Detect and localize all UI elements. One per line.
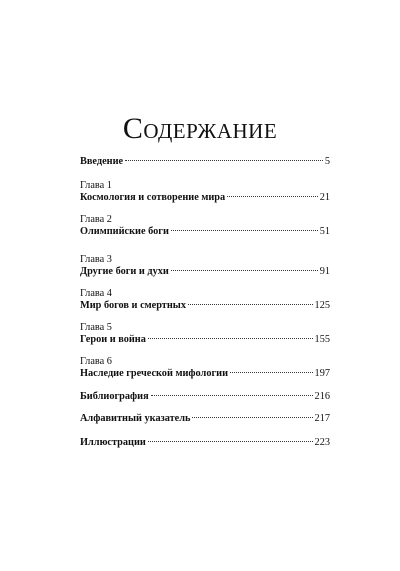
chapter-label: Глава 5 xyxy=(80,322,112,333)
toc-entry-title: Космология и сотворение мира xyxy=(80,192,226,203)
toc-entry-title: Мир богов и смертных xyxy=(80,300,186,311)
toc-entry-chapter-4 xyxy=(80,288,330,312)
toc-page-number: 216 xyxy=(314,391,330,402)
dot-leader xyxy=(188,304,313,305)
toc-line xyxy=(80,192,330,204)
toc-entry-title: Другие боги и духи xyxy=(80,266,169,277)
toc-entry-chapter-3 xyxy=(80,254,330,278)
dot-leader xyxy=(151,395,313,396)
toc-line xyxy=(80,437,330,449)
toc-page-number: 223 xyxy=(314,437,330,448)
toc-entry-chapter-1 xyxy=(80,180,330,204)
toc-entry-title: Введение xyxy=(80,156,124,167)
dot-leader xyxy=(230,372,313,373)
toc-line xyxy=(80,413,330,425)
dot-leader xyxy=(125,160,323,161)
dot-leader xyxy=(227,196,318,197)
toc-entry-title: Герои и война xyxy=(80,334,146,345)
toc-page-number: 197 xyxy=(314,368,330,379)
toc-entry-title: Алфавитный указатель xyxy=(80,413,191,424)
toc-entry-title: Иллюстрации xyxy=(80,437,146,448)
toc-entry-chapter-6 xyxy=(80,356,330,380)
toc-page-number: 91 xyxy=(319,266,330,277)
toc-entry-title: Олимпийские боги xyxy=(80,226,169,237)
toc-page-number: 125 xyxy=(314,300,330,311)
chapter-label: Глава 1 xyxy=(80,180,112,191)
toc-page-number: 155 xyxy=(314,334,330,345)
toc-page-number: 217 xyxy=(314,413,330,424)
dot-leader xyxy=(148,338,313,339)
toc-page-number: 51 xyxy=(319,226,330,237)
chapter-label: Глава 2 xyxy=(80,214,112,225)
toc-line xyxy=(80,368,330,380)
toc-line xyxy=(80,156,330,168)
toc-entry-chapter-2 xyxy=(80,214,330,238)
toc-entry-illustrations xyxy=(80,437,330,449)
dot-leader xyxy=(171,230,318,231)
toc-entry-title: Наследие греческой мифологии xyxy=(80,368,229,379)
toc-page-number: 21 xyxy=(319,192,330,203)
dot-leader xyxy=(192,417,312,418)
toc-line xyxy=(80,334,330,346)
dot-leader xyxy=(148,441,313,442)
dot-leader xyxy=(171,270,318,271)
toc-line xyxy=(80,391,330,403)
toc-page-number: 5 xyxy=(324,156,330,167)
toc-line xyxy=(80,300,330,312)
chapter-label: Глава 3 xyxy=(80,254,112,265)
chapter-label: Глава 6 xyxy=(80,356,112,367)
page-title: Содержание xyxy=(122,112,278,145)
chapter-label: Глава 4 xyxy=(80,288,112,299)
toc-line xyxy=(80,266,330,278)
toc-entry-title: Библиография xyxy=(80,391,149,402)
toc-entry-bibliography xyxy=(80,391,330,403)
toc-entry-chapter-5 xyxy=(80,322,330,346)
toc-line xyxy=(80,226,330,238)
toc-entry-index xyxy=(80,413,330,425)
toc-entry-introduction xyxy=(80,156,330,168)
